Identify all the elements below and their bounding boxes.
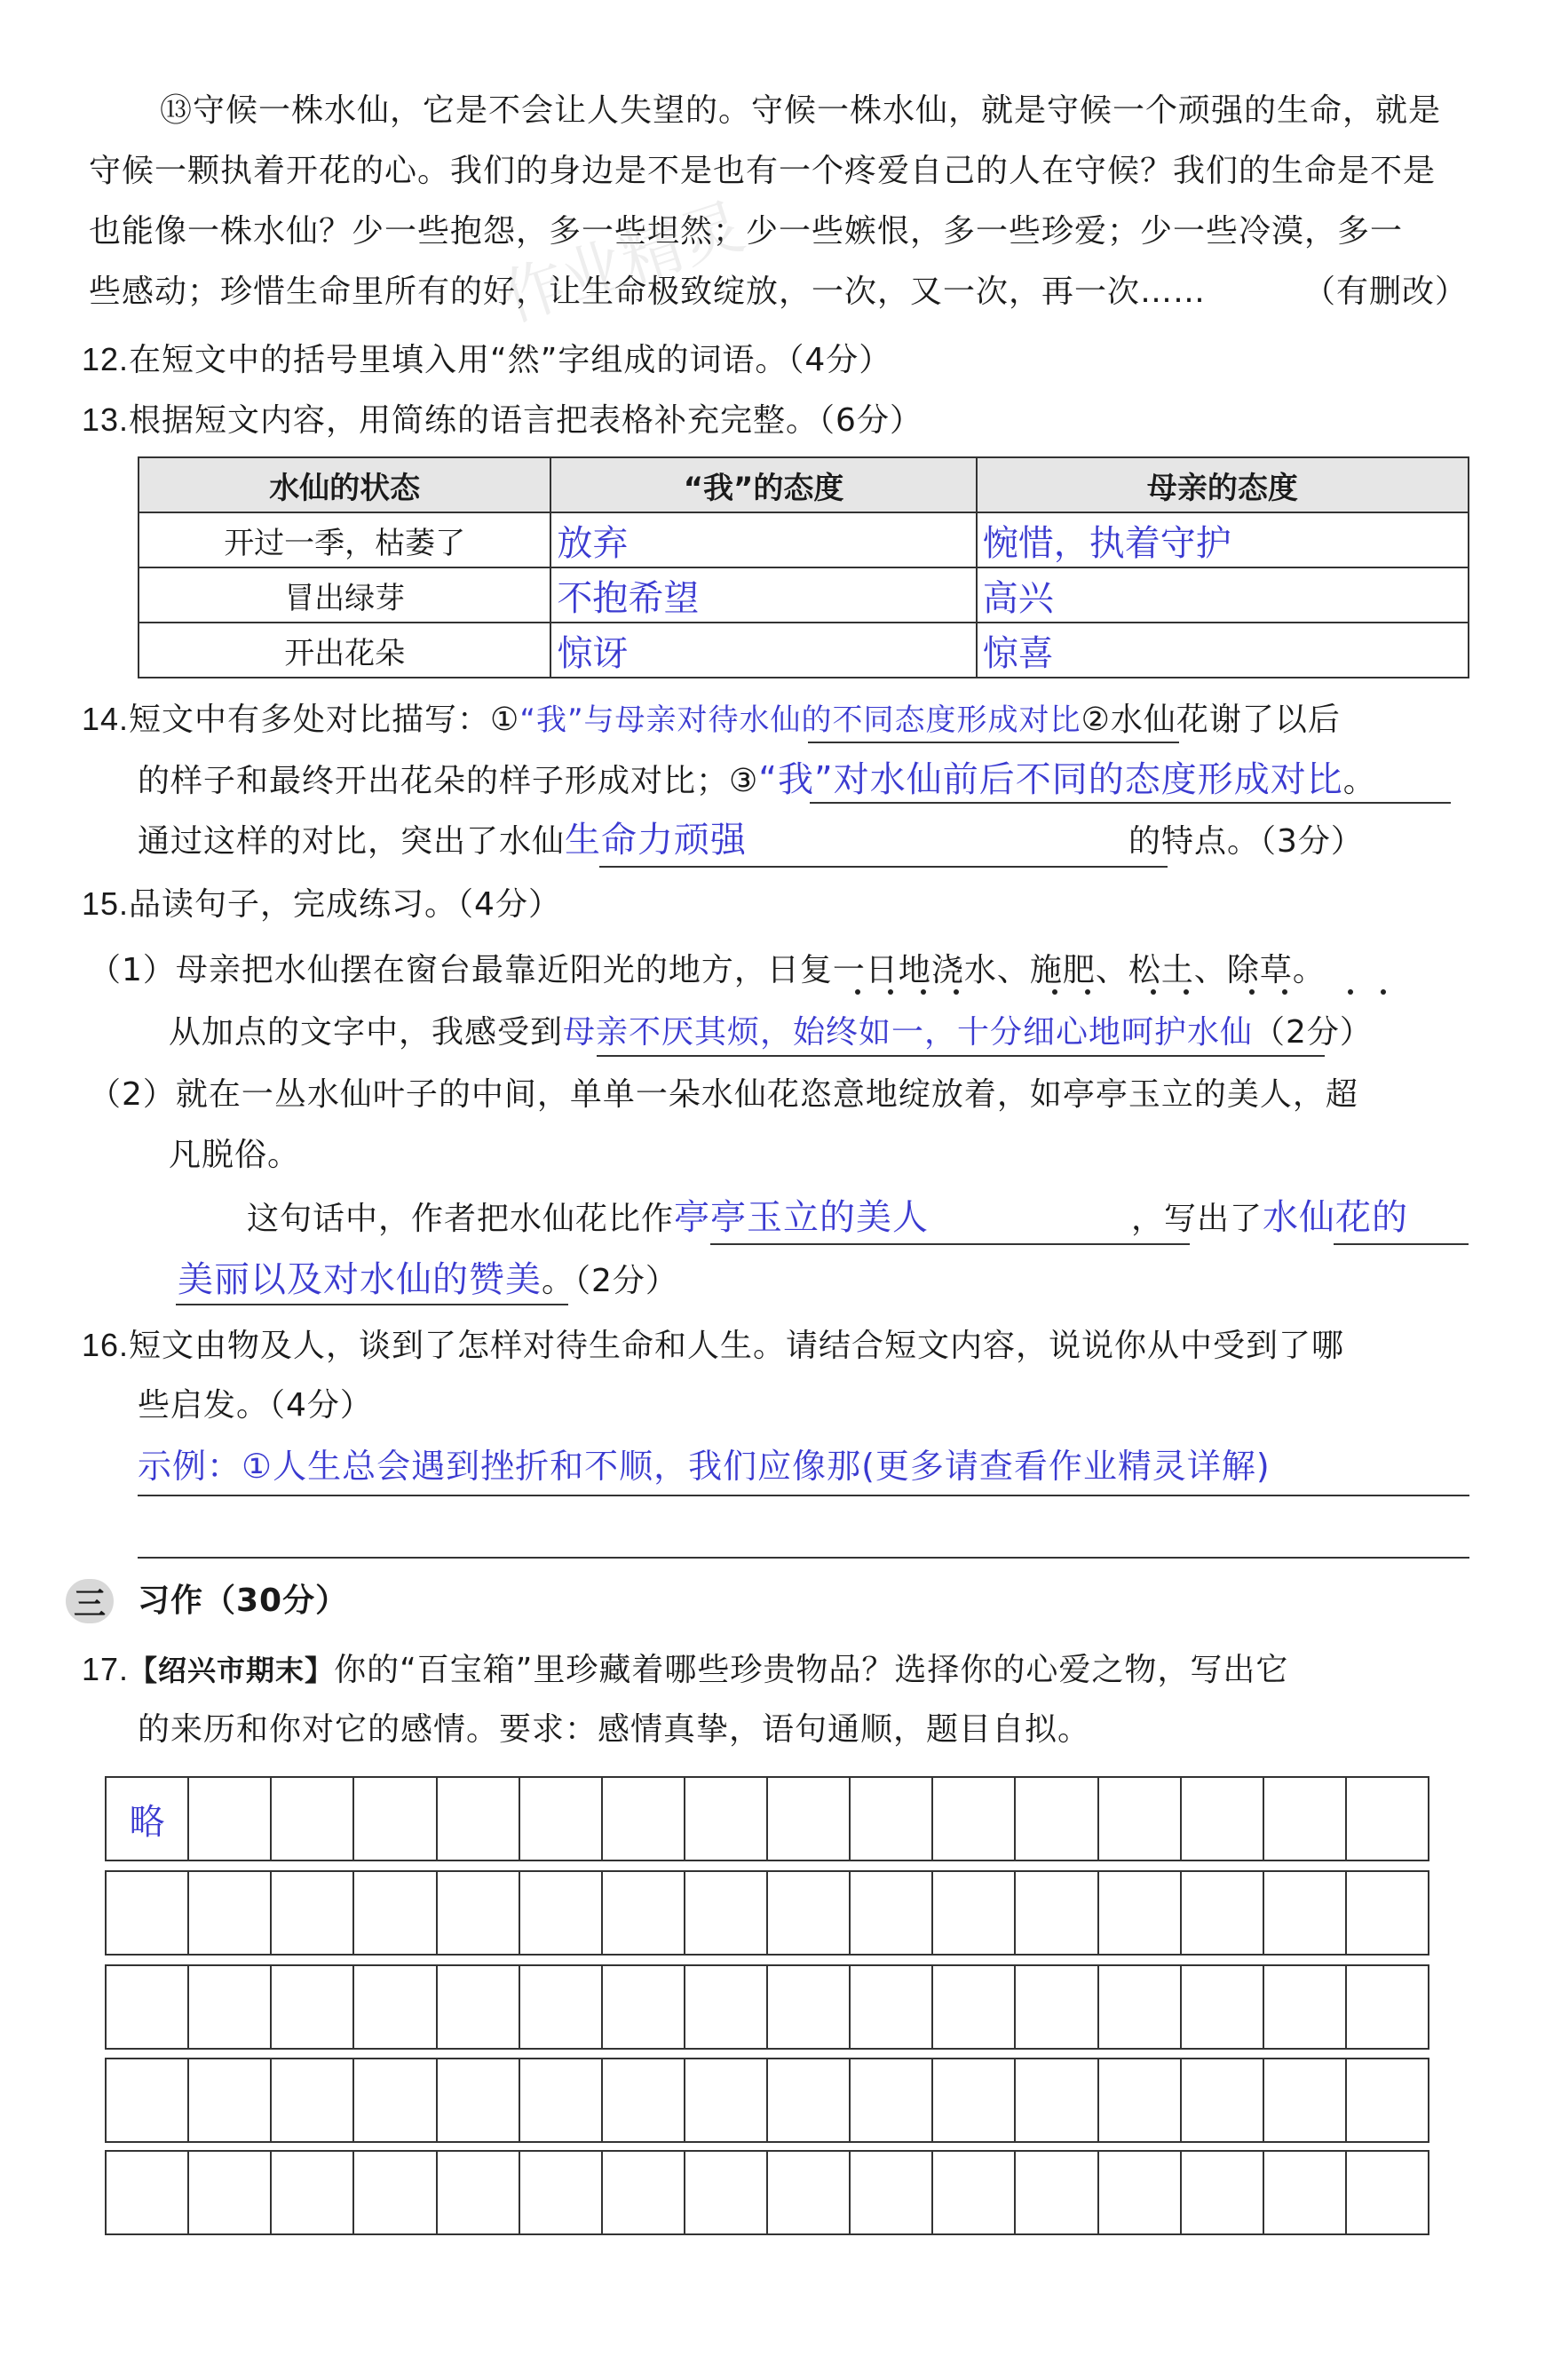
grid-cell[interactable] (851, 1778, 933, 1860)
question-text: 的特点。（3分） (1128, 823, 1364, 860)
grid-cell[interactable] (933, 2152, 1016, 2233)
question-15-part-2-cont: 凡脱俗。 (169, 1137, 301, 1173)
grid-cell[interactable] (107, 2152, 189, 2233)
grid-cell[interactable] (1264, 2152, 1347, 2233)
grid-cell[interactable] (933, 1778, 1016, 1860)
grid-cell[interactable] (1016, 2152, 1098, 2233)
question-number: 17. (82, 1651, 130, 1687)
grid-cell[interactable] (520, 1872, 603, 1954)
grid-cell[interactable] (851, 2059, 933, 2141)
question-number: 14. (82, 701, 130, 737)
question-16-cont: 些启发。（4分） (138, 1387, 373, 1424)
answer-underline (810, 802, 1451, 804)
grid-cell[interactable] (438, 1872, 520, 1954)
question-text: ，写出了 (1131, 1201, 1263, 1237)
grid-cell[interactable] (603, 2152, 685, 2233)
grid-cell[interactable] (520, 1778, 603, 1860)
table-cell-answer: 惊喜 (977, 623, 1469, 678)
grid-cell[interactable] (354, 1778, 437, 1860)
score: （2分） (1253, 1014, 1373, 1051)
grid-row (105, 1870, 1429, 1956)
grid-cell[interactable] (768, 2059, 851, 2141)
question-12 (82, 337, 891, 383)
question-text: 的样子和最终开出花朵的样子形成对比；③ (138, 763, 759, 799)
grid-cell[interactable] (768, 1966, 851, 2048)
table-cell-state: 冒出绿芽 (139, 567, 550, 623)
grid-cell[interactable] (1347, 2152, 1428, 2233)
passage-source-note: （有删改） (1303, 274, 1469, 310)
question-number: 13. (82, 401, 130, 438)
grid-cell[interactable] (1099, 1872, 1182, 1954)
grid-cell[interactable] (438, 1966, 520, 2048)
table-header-row (139, 457, 1469, 512)
question-17-cont: 的来历和你对它的感情。要求：感情真挚，语句通顺，题目自拟。 (138, 1711, 1091, 1748)
question-text: 你的“百宝箱”里珍藏着哪些珍贵物品？选择你的心爱之物，写出它 (334, 1652, 1289, 1688)
grid-cell[interactable] (685, 1966, 768, 2048)
table-row (139, 512, 1469, 567)
question-15-part-2 (89, 1073, 1358, 1117)
answer-text: “我”与母亲对待水仙的不同态度形成对比 (519, 702, 1081, 738)
grid-cell[interactable] (933, 1872, 1016, 1954)
answer-underline (710, 1243, 1190, 1245)
grid-cell[interactable] (1264, 2059, 1347, 2141)
table-cell-answer: 惋惜，执着守护 (977, 512, 1469, 567)
source-tag: 【绍兴市期末】 (129, 1654, 335, 1687)
emphasis-dots (851, 977, 1419, 1008)
grid-cell[interactable] (520, 2152, 603, 2233)
grid-cell[interactable] (520, 2059, 603, 2141)
table-cell-answer: 高兴 (977, 567, 1469, 623)
question-16 (82, 1323, 1344, 1368)
grid-cell[interactable] (1347, 1872, 1428, 1954)
grid-cell[interactable] (520, 1966, 603, 2048)
grid-cell[interactable] (1182, 2059, 1264, 2141)
grid-cell[interactable] (272, 2152, 354, 2233)
table-row (139, 567, 1469, 623)
table-cell-answer: 放弃 (550, 512, 976, 567)
grid-row (105, 1776, 1429, 1861)
grid-cell[interactable] (933, 1966, 1016, 2048)
grid-cell[interactable] (1182, 2152, 1264, 2233)
table-header: 母亲的态度 (977, 457, 1469, 512)
grid-cell[interactable] (189, 2059, 272, 2141)
emphasis-dots-svg (851, 983, 1419, 1001)
grid-cell[interactable] (685, 2152, 768, 2233)
grid-cell[interactable] (107, 2059, 189, 2141)
answer-underline (1334, 1243, 1469, 1245)
grid-cell[interactable] (272, 1966, 354, 2048)
part-label: （1） (89, 952, 176, 988)
section-title: 习作（30分） (138, 1583, 349, 1619)
question-text: 。 (1342, 763, 1376, 799)
grid-cell[interactable]: 略 (107, 1778, 189, 1860)
grid-cell[interactable] (768, 1778, 851, 1860)
question-number: 12. (82, 341, 130, 377)
grid-cell[interactable] (1182, 1966, 1264, 2048)
question-text: 根据短文内容，用简练的语言把表格补充完整。（6分） (129, 402, 922, 439)
grid-cell[interactable] (768, 1872, 851, 1954)
grid-cell[interactable] (1016, 2059, 1098, 2141)
answer-text: 水仙花的 (1263, 1197, 1409, 1238)
question-text: 在短文中的括号里填入用“然”字组成的词语。（4分） (129, 342, 892, 378)
grid-cell[interactable] (685, 1872, 768, 1954)
grid-cell[interactable] (1347, 2059, 1428, 2141)
grid-cell[interactable] (603, 1966, 685, 2048)
question-text: 品读句子，完成练习。（4分） (129, 886, 561, 923)
grid-cell[interactable] (768, 2152, 851, 2233)
grid-cell[interactable] (189, 1872, 272, 1954)
question-14-line-2 (138, 758, 1376, 804)
table-cell-answer: 惊讶 (550, 623, 976, 678)
answer-underline (138, 1557, 1469, 1559)
passage-line-2: 守候一颗执着开花的心。我们的身边是不是也有一个疼爱自己的人在守候？我们的生命是不是 (89, 153, 1437, 189)
grid-cell[interactable] (685, 2059, 768, 2141)
grid-cell[interactable] (1264, 1966, 1347, 2048)
grid-row (105, 2150, 1429, 2235)
grid-cell[interactable] (107, 1966, 189, 2048)
table-cell-state: 开出花朵 (139, 623, 550, 678)
part-label: （2） (89, 1076, 176, 1113)
grid-cell[interactable] (933, 2059, 1016, 2141)
grid-cell[interactable] (354, 2152, 437, 2233)
grid-cell[interactable] (438, 1778, 520, 1860)
question-text: 短文中有多处对比描写：① (129, 702, 520, 738)
grid-cell[interactable] (1347, 1966, 1428, 2048)
question-number: 16. (82, 1327, 130, 1363)
quoted-sentence: 就在一丛水仙叶子的中间，单单一朵水仙花恣意地绽放着，如亭亭玉立的美人，超 (175, 1076, 1358, 1113)
grid-cell[interactable] (189, 1966, 272, 2048)
grid-cell[interactable] (438, 2059, 520, 2141)
table-header: “我”的态度 (550, 457, 976, 512)
grid-row (105, 1964, 1429, 2050)
grid-cell[interactable] (851, 2152, 933, 2233)
grid-cell[interactable] (354, 2059, 437, 2141)
grid-cell[interactable] (354, 1872, 437, 1954)
answer-text: 生命力顽强 (565, 820, 748, 861)
attitude-table (138, 456, 1469, 678)
grid-cell[interactable] (1099, 2152, 1182, 2233)
table-header: 水仙的状态 (139, 457, 550, 512)
question-15-part-1-prompt (169, 1011, 1373, 1055)
passage-line-3: 也能像一株水仙？少一些抱怨，多一些坦然；少一些嫉恨，多一些珍爱；少一些冷漠，多一 (89, 213, 1404, 250)
grid-cell[interactable] (1182, 1872, 1264, 1954)
grid-cell[interactable] (1264, 1872, 1347, 1954)
grid-cell[interactable] (107, 1872, 189, 1954)
answer-underline (176, 1304, 568, 1305)
score: 。（2分） (542, 1263, 678, 1299)
grid-cell[interactable] (1264, 1778, 1347, 1860)
passage-line-1: ⑬守候一株水仙，它是不会让人失望的。守候一株水仙，就是守候一个顽强的生命，就是 (160, 92, 1442, 129)
question-17 (82, 1647, 1288, 1693)
answer-underline (597, 1055, 1325, 1057)
grid-cell[interactable] (354, 1966, 437, 2048)
answer-text: 美丽以及对水仙的赞美 (178, 1259, 542, 1300)
grid-cell[interactable] (1182, 1778, 1264, 1860)
watermark: 作业精灵 (493, 189, 753, 336)
answer-underline (599, 866, 1168, 868)
grid-cell[interactable] (685, 1778, 768, 1860)
question-13 (82, 398, 922, 443)
question-text: ②水仙花谢了以后 (1081, 702, 1341, 738)
question-text: 通过这样的对比，突出了水仙 (138, 823, 566, 860)
grid-cell[interactable] (603, 1872, 685, 1954)
grid-cell[interactable] (189, 2152, 272, 2233)
question-text: 这句话中，作者把水仙花比作 (247, 1201, 675, 1237)
question-14-line-3 (138, 818, 1364, 864)
answer-text: 亭亭玉立的美人 (674, 1197, 930, 1238)
grid-cell[interactable] (272, 2059, 354, 2141)
passage-line-4: 些感动；珍惜生命里所有的好，让生命极致绽放，一次，又一次，再一次…… (89, 274, 1207, 310)
grid-cell[interactable] (189, 1778, 272, 1860)
grid-cell[interactable] (272, 1872, 354, 1954)
grid-cell[interactable] (1016, 1966, 1098, 2048)
answer-text: 母亲不厌其烦，始终如一，十分细心地呵护水仙 (563, 1014, 1254, 1051)
quoted-sentence: 母亲把水仙摆在窗台最靠近阳光的地方，日复一日地浇水、施肥、松土、除草。 (175, 952, 1326, 988)
answer-text: “我”对水仙前后不同的态度形成对比 (758, 759, 1343, 800)
question-15-part-2-prompt (247, 1195, 1408, 1242)
question-15 (82, 882, 561, 927)
table-row (139, 623, 1469, 678)
table-cell-answer: 不抱希望 (550, 567, 976, 623)
table-cell-state: 开过一季，枯萎了 (139, 512, 550, 567)
question-number: 15. (82, 885, 130, 922)
question-14-line-1 (82, 697, 1341, 742)
grid-cell[interactable] (1347, 1778, 1428, 1860)
grid-cell[interactable] (438, 2152, 520, 2233)
question-text: 从加点的文字中，我感受到 (169, 1014, 564, 1051)
question-16-answer: 示例：①人生总会遇到挫折和不顺，我们应像那(更多请查看作业精灵详解) (138, 1447, 1271, 1486)
grid-cell[interactable] (1099, 2059, 1182, 2141)
grid-cell[interactable] (603, 1778, 685, 1860)
grid-cell[interactable] (1099, 1966, 1182, 2048)
grid-cell[interactable] (1099, 1778, 1182, 1860)
grid-cell[interactable] (851, 1966, 933, 2048)
grid-cell[interactable] (1016, 1778, 1098, 1860)
section-badge: 三 (66, 1579, 114, 1623)
answer-underline (808, 742, 1179, 743)
grid-cell[interactable] (1016, 1872, 1098, 1954)
grid-cell[interactable] (603, 2059, 685, 2141)
question-15-part-2-prompt-cont (178, 1257, 678, 1304)
grid-cell[interactable] (272, 1778, 354, 1860)
answer-underline (138, 1495, 1469, 1496)
question-text: 短文由物及人，谈到了怎样对待生命和人生。请结合短文内容，说说你从中受到了哪 (129, 1328, 1345, 1364)
grid-cell[interactable] (851, 1872, 933, 1954)
grid-row (105, 2058, 1429, 2143)
